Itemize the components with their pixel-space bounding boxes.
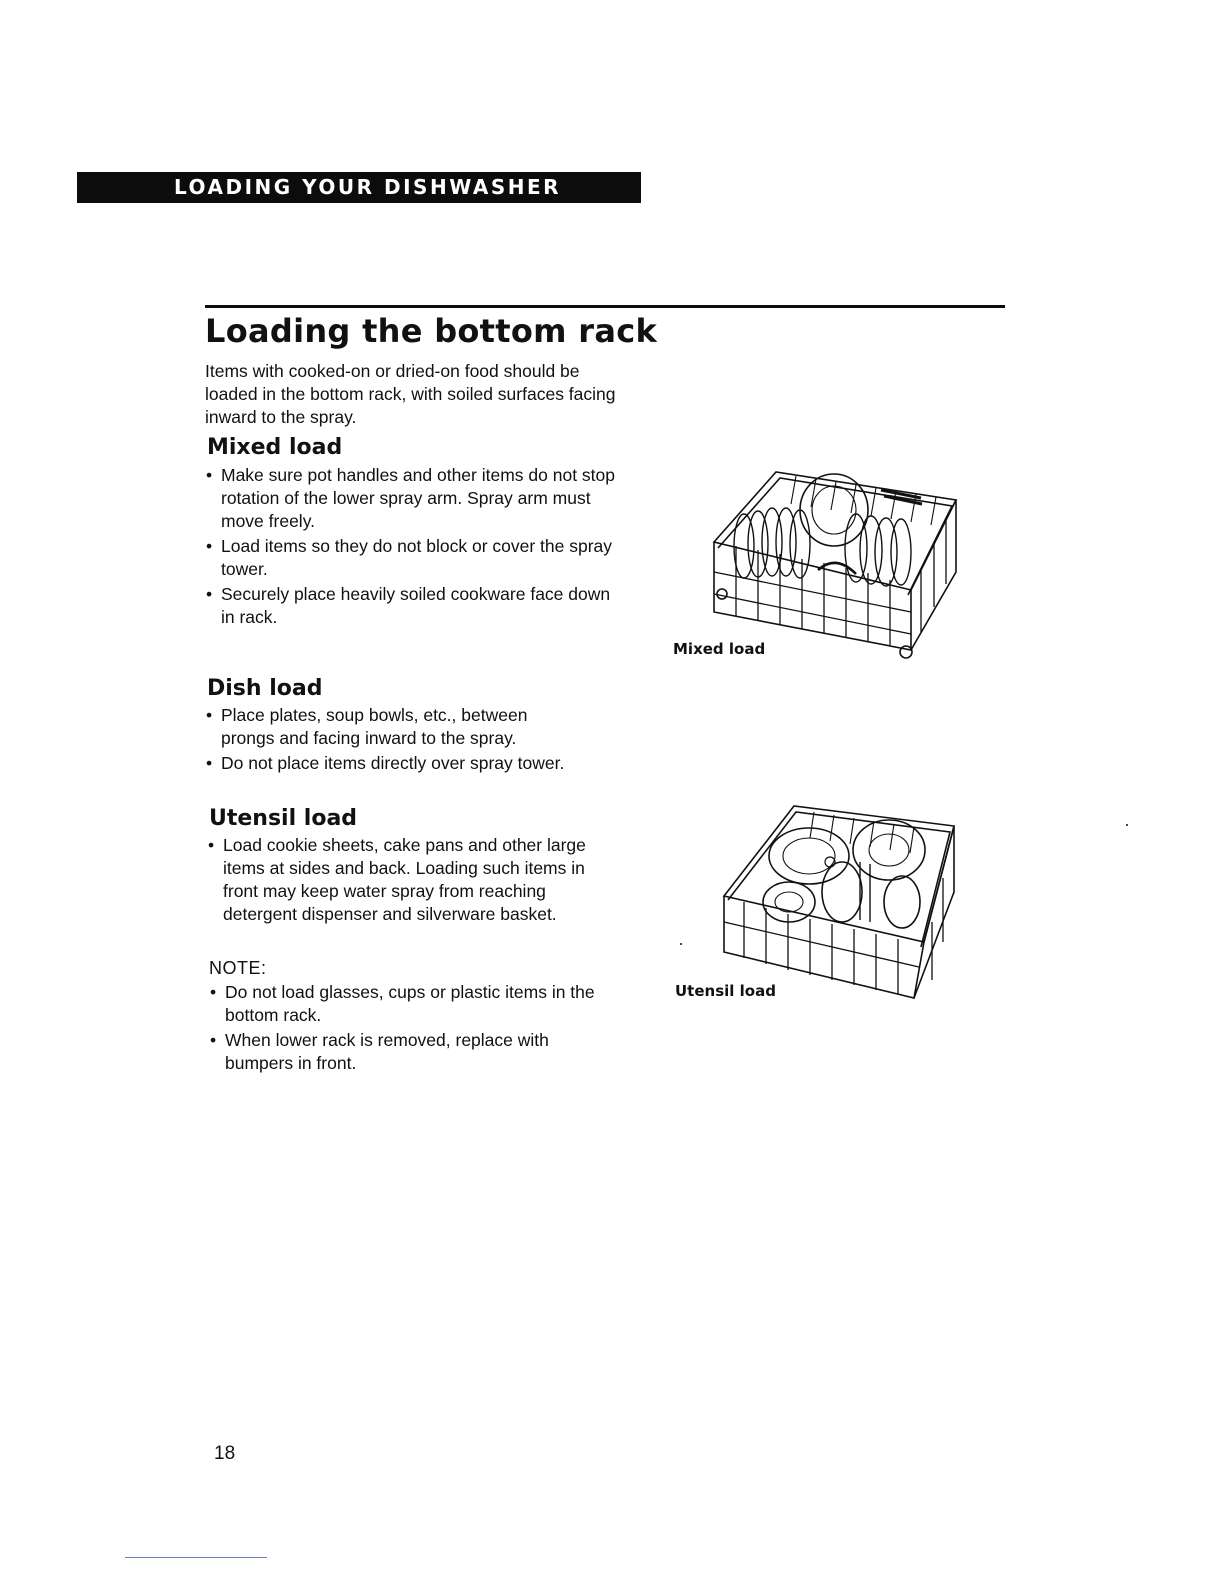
mixed-load-rack-illustration	[706, 462, 964, 666]
note-list	[209, 981, 599, 1077]
scan-speck	[680, 943, 682, 945]
list-item: • Do not place items directly over spray tower.	[206, 753, 565, 773]
utensil-load-list	[207, 834, 592, 928]
page-number: 18	[214, 1443, 236, 1464]
mixed-load-list	[205, 464, 615, 631]
intro-paragraph: Items with cooked-on or dried-on food should be loaded in the bottom rack, with soiled surfaces facing inward to the spray.	[205, 361, 616, 427]
section-banner: LOADING YOUR DISHWASHER	[77, 172, 641, 203]
list-item: • Make sure pot handles and other items do not stop rotation of the lower spray arm. Spray arm must move freely.	[206, 465, 615, 531]
list-item: • When lower rack is removed, replace with bumpers in front.	[210, 1030, 549, 1073]
list-item: • Do not load glasses, cups or plastic items in the bottom rack.	[210, 982, 595, 1025]
page-title: Loading the bottom rack	[205, 312, 658, 350]
utensil-load-rack-illustration	[714, 802, 960, 1002]
bullet-icon: •	[206, 536, 213, 556]
utensil-load-caption: Utensil load	[675, 982, 776, 1000]
bullet-icon: •	[210, 1030, 217, 1050]
bottom-divider	[125, 1557, 267, 1558]
scan-speck	[1126, 824, 1128, 826]
utensil-load-heading: Utensil load	[209, 806, 358, 831]
mixed-load-caption: Mixed load	[673, 640, 766, 658]
dish-load-heading: Dish load	[207, 676, 323, 701]
bullet-icon: •	[206, 753, 213, 773]
list-item: • Place plates, soup bowls, etc., between prongs and facing inward to the spray.	[206, 705, 528, 748]
title-rule	[205, 305, 1005, 308]
note-label: NOTE:	[209, 958, 267, 978]
list-item: • Load items so they do not block or cover the spray tower.	[206, 536, 613, 579]
mixed-load-heading: Mixed load	[207, 435, 343, 460]
bullet-icon: •	[208, 835, 215, 855]
bullet-icon: •	[206, 705, 213, 725]
bullet-icon: •	[206, 584, 213, 604]
list-item: • Load cookie sheets, cake pans and other large items at sides and back. Loading such items in front may keep water spray from reaching detergent dispenser and silverware basket.	[208, 835, 586, 924]
dish-load-list	[205, 704, 575, 777]
list-item: • Securely place heavily soiled cookware face down in rack.	[206, 584, 611, 627]
bullet-icon: •	[206, 465, 213, 485]
bullet-icon: •	[210, 982, 217, 1002]
